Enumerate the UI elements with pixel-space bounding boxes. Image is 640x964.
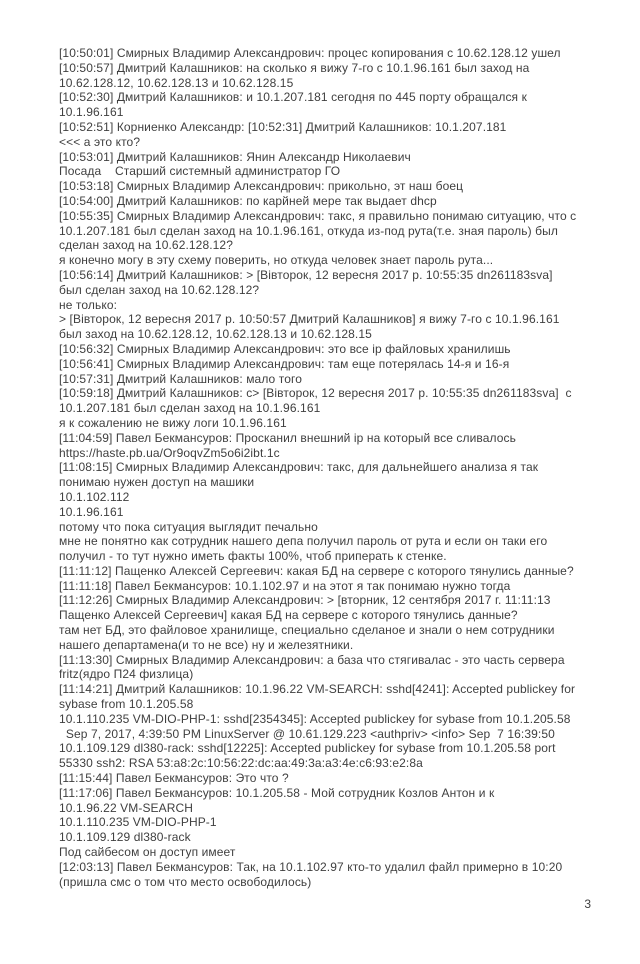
chat-line: fritz(ядро П24 физлица) bbox=[59, 667, 194, 682]
chat-line: [10:53:18] Смирных Владимир Александрович: прикольно, эт наш боец bbox=[59, 179, 464, 194]
chat-line: (пришла смс о том что место освободилось) bbox=[59, 874, 312, 889]
chat-line: мне не понятно как сотрудник нашего депа получил пароль от рута и если он таки его bbox=[59, 534, 548, 549]
chat-line: понимаю нужен доступ на машики bbox=[59, 475, 255, 490]
chat-line: 10.1.109.129 dl380-rack bbox=[59, 830, 191, 845]
chat-line: 10.1.96.161 bbox=[59, 504, 124, 519]
chat-line: 10.1.109.129 dl380-rack: sshd[12225]: Accepted publickey for sybase from 10.1.205.58 port bbox=[59, 741, 556, 756]
chat-line: 10.1.207.181 был сделан заход на 10.1.96.161 bbox=[59, 401, 321, 416]
chat-line: [11:11:18] Павел Бекмансуров: 10.1.102.97 и на этот я так понимаю нужно тогда bbox=[59, 578, 511, 593]
chat-line: 10.1.110.235 VM-DIO-PHP-1 bbox=[59, 815, 217, 830]
chat-line: [10:54:00] Дмитрий Калашников: по карйней мере так выдает dhcp bbox=[59, 193, 437, 208]
chat-line: https://haste.pb.ua/Or9oqvZm5o6i2ibt.1c bbox=[59, 445, 280, 460]
chat-line: [11:13:30] Смирных Владимир Александрович: а база что стягивалас - это часть сервера bbox=[59, 652, 565, 667]
chat-line: [11:04:59] Павел Бекмансуров: Просканил внешний ip на который все сливалось bbox=[59, 430, 516, 445]
chat-line: [10:55:35] Смирных Владимир Александрович: такс, я правильно понимаю ситуацию, что с bbox=[59, 208, 577, 223]
chat-line: [11:11:12] Пащенко Алексей Сергеевич: какая БД на сервере с которого тянулись данные? bbox=[59, 563, 574, 578]
chat-line: 55330 ssh2: RSA 53:a8:2c:10:56:22:dc:aa:49:3a:a3:4e:c6:93:e2:8a bbox=[59, 756, 423, 771]
chat-line: [10:56:32] Смирных Владимир Александрович: это все ip файловых хранилишь bbox=[59, 341, 511, 356]
chat-line: не только: bbox=[59, 297, 118, 312]
chat-line: [11:17:06] Павел Бекмансуров: 10.1.205.58 - Мой сотрудник Козлов Антон и к bbox=[59, 785, 495, 800]
chat-line: потому что пока ситуация выглядит печально bbox=[59, 519, 318, 534]
chat-line: [10:53:01] Дмитрий Калашников: Янин Александр Николаевич bbox=[59, 149, 411, 164]
chat-log bbox=[59, 46, 604, 889]
chat-line: [11:08:15] Смирных Владимир Александрович: такс, для дальнейшего анализа я так bbox=[59, 460, 539, 475]
chat-line: 10.1.96.161 bbox=[59, 105, 124, 120]
chat-line: Sep 7, 2017, 4:39:50 PM LinuxServer @ 10.61.129.223 <authpriv> <info> Sep 7 16:39:50 bbox=[59, 726, 555, 741]
chat-line: сделан заход на 10.62.128.12? bbox=[59, 238, 233, 253]
chat-line: 10.1.102.112 bbox=[59, 489, 130, 504]
chat-line: 10.1.207.181 был сделан заход на 10.1.96.161, откуда из-под рута(т.е. зная пароль) был bbox=[59, 223, 558, 238]
chat-line: Пащенко Алексей Сергеевич] какая БД на сервере с которого тянулись данные? bbox=[59, 608, 518, 623]
chat-line: <<< а это кто? bbox=[59, 134, 141, 149]
chat-line: sybase from 10.1.205.58 bbox=[59, 697, 194, 712]
chat-line: [10:56:14] Дмитрий Калашников: > [Вівторок, 12 вересня 2017 р. 10:55:35 dn261183sva] bbox=[59, 267, 553, 282]
chat-line: [10:57:31] Дмитрий Калашников: мало того bbox=[59, 371, 302, 386]
chat-line: > [Вівторок, 12 вересня 2017 р. 10:50:57 Дмитрий Калашников] я вижу 7-го с 10.1.96.161 bbox=[59, 312, 560, 327]
chat-line: я конечно могу в эту схему поверить, но откуда человек знает пароль рута... bbox=[59, 253, 494, 268]
chat-line: был заход на 10.62.128.12, 10.62.128.13 и 10.62.128.15 bbox=[59, 327, 372, 342]
chat-line: [11:15:44] Павел Бекмансуров: Это что ? bbox=[59, 771, 289, 786]
chat-line: 10.1.110.235 VM-DIO-PHP-1: sshd[2354345]: Accepted publickey for sybase from 10.1.205.58 bbox=[59, 711, 571, 726]
chat-line: там нет БД, это файловое хранилище, специально сделаное и знали о нем сотрудники bbox=[59, 623, 555, 638]
chat-line: [11:14:21] Дмитрий Калашников: 10.1.96.22 VM-SEARCH: sshd[4241]: Accepted publickey for bbox=[59, 682, 576, 697]
chat-line: [10:50:01] Смирных Владимир Александрович: процес копирования с 10.62.128.12 ушел bbox=[59, 46, 561, 60]
chat-line: [10:59:18] Дмитрий Калашников: с> [Вівторок, 12 вересня 2017 р. 10:55:35 dn261183sva] с bbox=[59, 386, 572, 401]
chat-line: 10.1.96.22 VM-SEARCH bbox=[59, 800, 194, 815]
chat-line: был сделан заход на 10.62.128.12? bbox=[59, 282, 260, 297]
chat-line: [11:12:26] Смирных Владимир Александрович: > [вторник, 12 сентября 2017 г. 11:11:13 bbox=[59, 593, 551, 608]
page-number: 3 bbox=[584, 897, 591, 911]
chat-line: [10:52:30] Дмитрий Калашников: и 10.1.207.181 сегодня по 445 порту обращался к bbox=[59, 90, 527, 105]
chat-line: [10:52:51] Корниенко Александр: [10:52:31] Дмитрий Калашников: 10.1.207.181 bbox=[59, 119, 507, 134]
chat-line: Под сайбесом он доступ имеет bbox=[59, 845, 236, 860]
chat-line: [10:56:41] Смирных Владимир Александрович: там еще потерялась 14-я и 16-я bbox=[59, 356, 510, 371]
chat-line: получил - то тут нужно иметь факты 100%, чтоб приперать к стенке. bbox=[59, 549, 447, 564]
chat-line: Посада Старший системный администратор ГО bbox=[59, 164, 341, 179]
chat-line: нашего департамена(и то не все) ну и железятники. bbox=[59, 637, 354, 652]
chat-line: [12:03:13] Павел Бекмансуров: Так, на 10.1.102.97 кто-то удалил файл примерно в 10:20 bbox=[59, 859, 563, 874]
chat-line: 10.62.128.12, 10.62.128.13 и 10.62.128.15 bbox=[59, 75, 294, 90]
chat-line: [10:50:57] Дмитрий Калашников: на сколько я вижу 7-го с 10.1.96.161 был заход на bbox=[59, 60, 530, 75]
chat-line: я к сожалению не вижу логи 10.1.96.161 bbox=[59, 415, 287, 430]
